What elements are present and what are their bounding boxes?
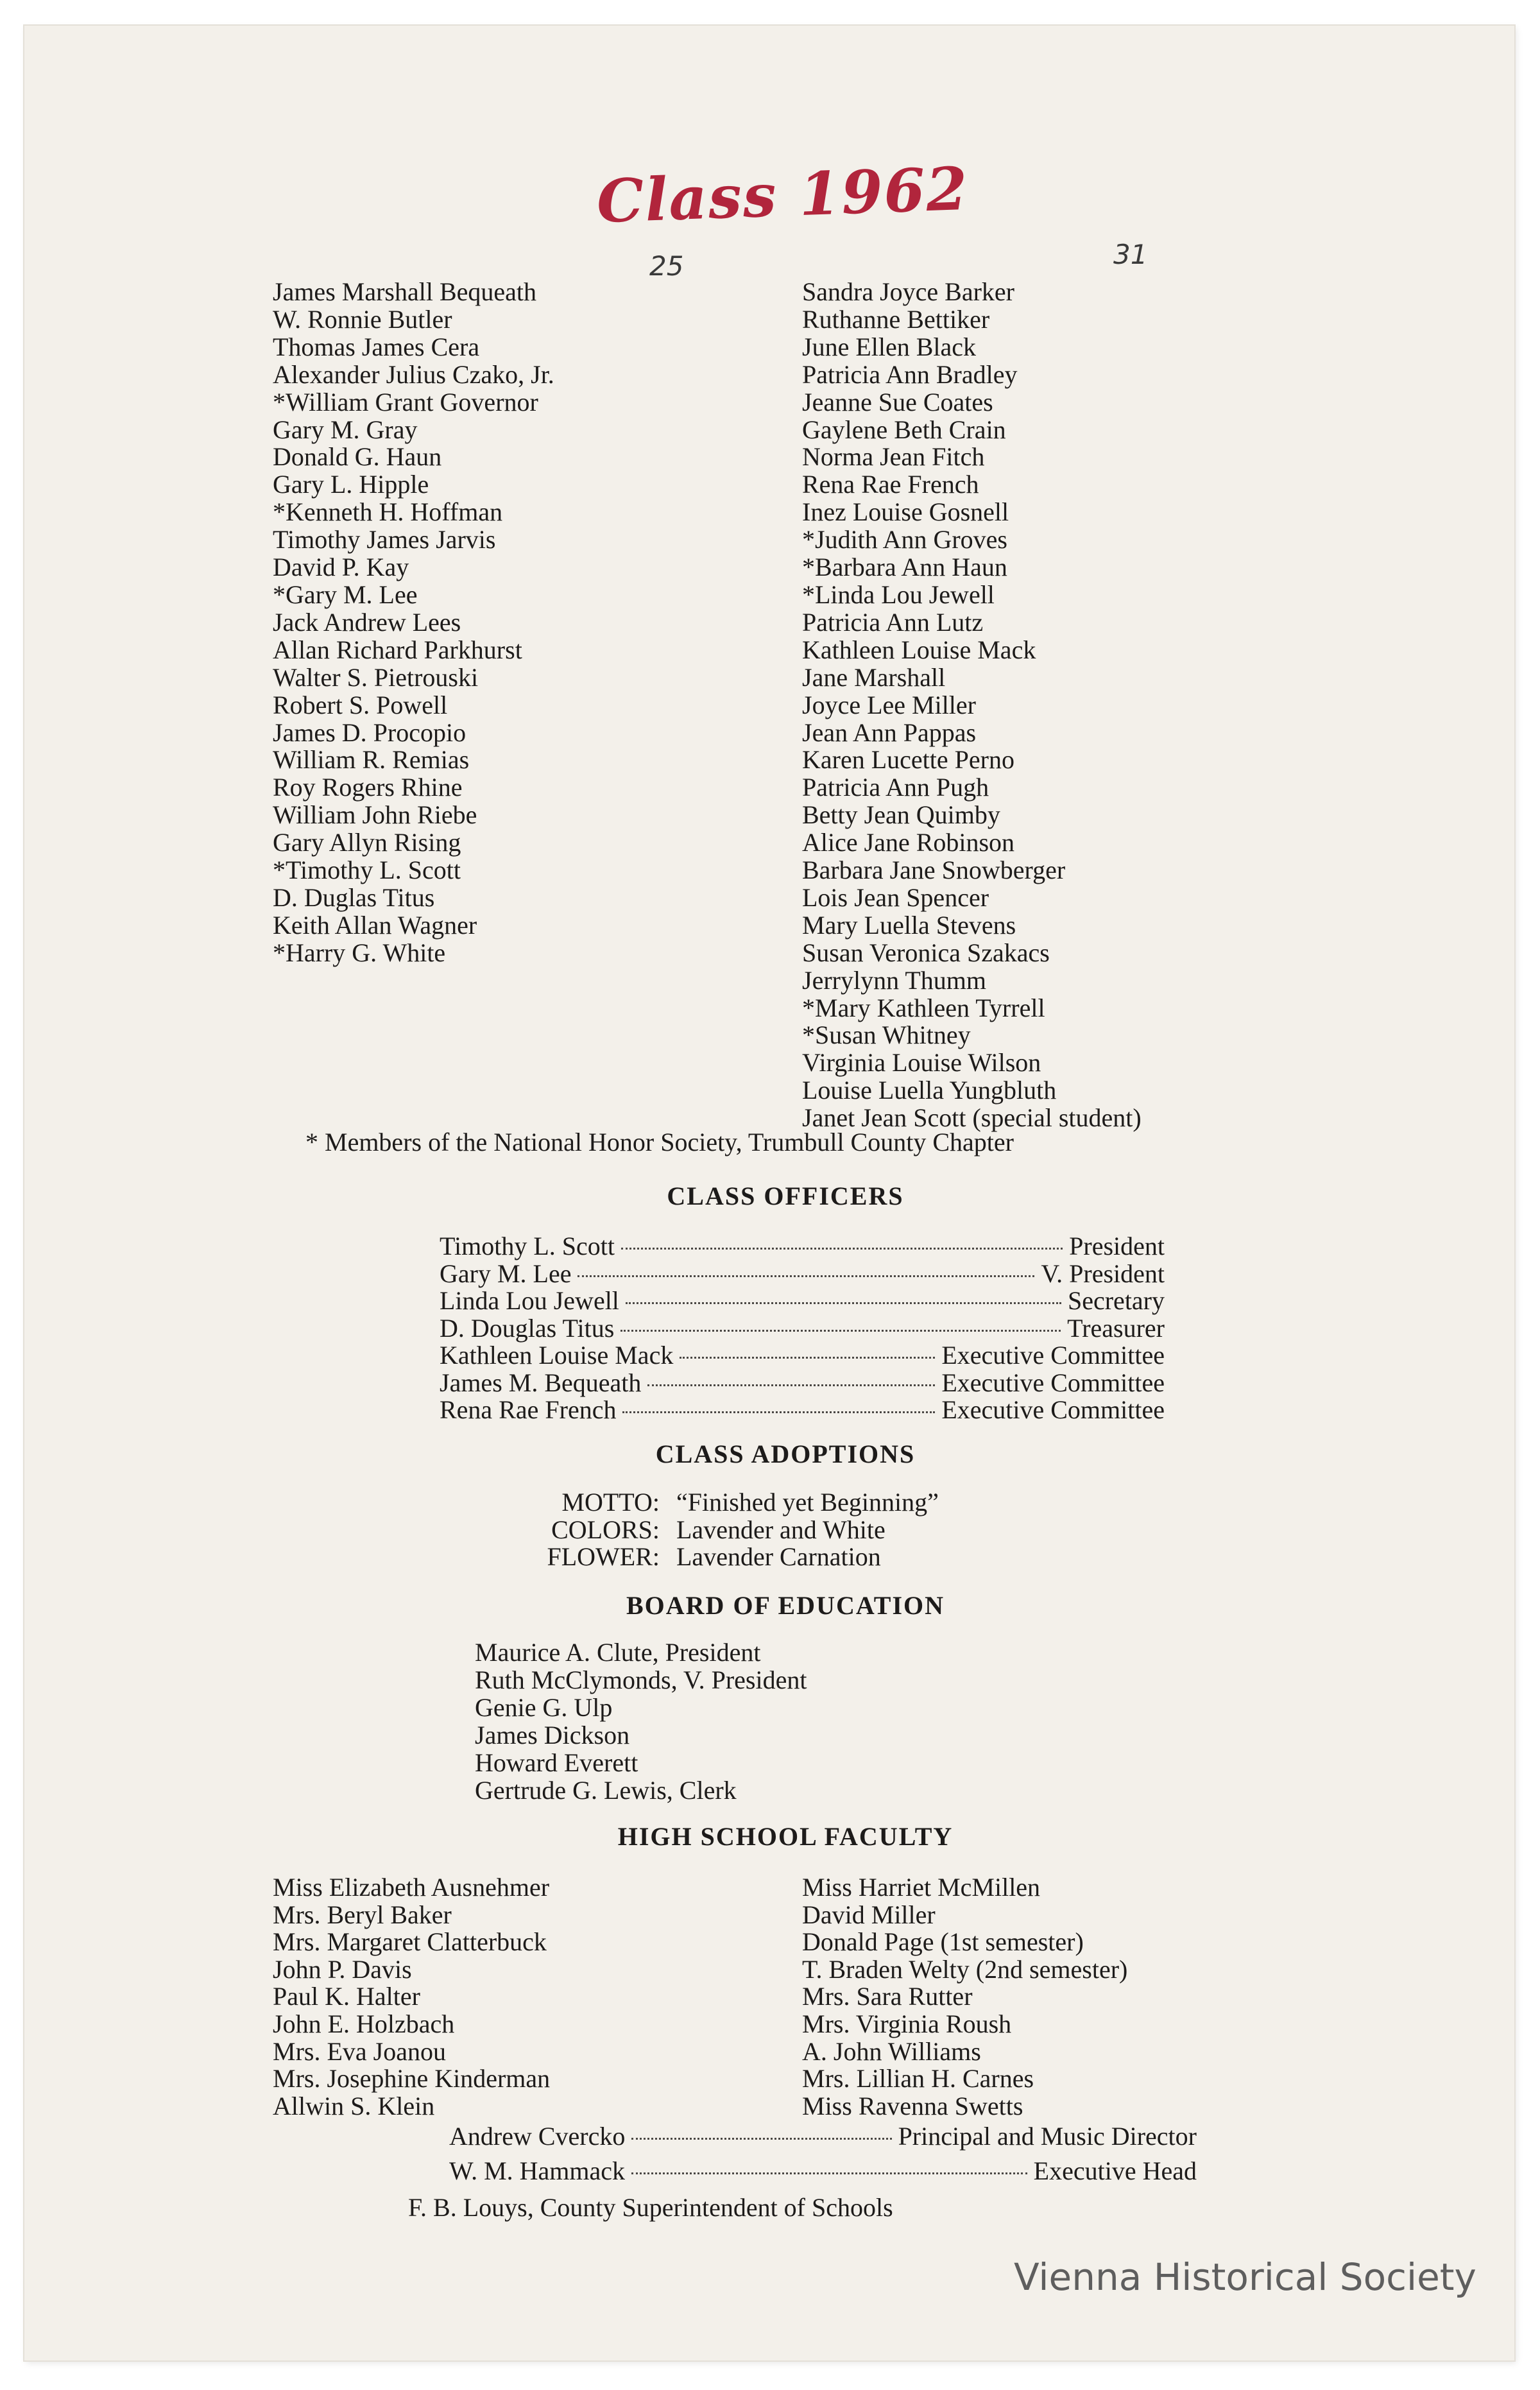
adoption-label: FLOWER: — [547, 1542, 660, 1571]
officer-row — [440, 1368, 1165, 1395]
adoption-value: “Finished yet Beginning” — [676, 1488, 939, 1517]
graduate-name: Jerrylynn Thumm — [802, 965, 987, 995]
faculty-heading: HIGH SCHOOL FACULTY — [617, 1822, 954, 1851]
faculty-member: John P. Davis — [273, 1954, 412, 1984]
role-title: Secretary — [1067, 1286, 1165, 1315]
person-name: Timothy L. Scott — [440, 1232, 615, 1260]
dot-leader — [626, 1302, 1061, 1304]
dot-leader — [680, 1357, 935, 1359]
adoption-value: Lavender Carnation — [676, 1542, 881, 1571]
graduate-name: Virginia Louise Wilson — [802, 1048, 1041, 1078]
graduate-name: Betty Jean Quimby — [802, 800, 1000, 830]
board-member: Genie G. Ulp — [475, 1693, 613, 1722]
faculty-member: A. John Williams — [802, 2036, 981, 2066]
adoption-label: MOTTO: — [561, 1488, 660, 1517]
role-title: V. President — [1041, 1259, 1165, 1288]
graduate-name: *Barbara Ann Haun — [802, 553, 1007, 582]
board-member: Howard Everett — [475, 1748, 638, 1777]
graduate-name: Patricia Ann Lutz — [802, 607, 984, 637]
graduate-name: Gary M. Gray — [273, 415, 418, 444]
person-name: Gary M. Lee — [440, 1259, 572, 1288]
handwritten-class-title: Class 1962 — [595, 153, 970, 237]
board-member: Gertrude G. Lewis, Clerk — [475, 1776, 737, 1805]
faculty-member: John E. Holzbach — [273, 2009, 455, 2038]
adoption-label: COLORS: — [551, 1515, 660, 1544]
graduate-name: Janet Jean Scott (special student) — [802, 1103, 1142, 1133]
faculty-member: Mrs. Beryl Baker — [273, 1900, 452, 1929]
officer-row — [440, 1259, 1165, 1286]
graduate-name: Joyce Lee Miller — [802, 690, 976, 719]
class-adoptions-heading: CLASS ADOPTIONS — [655, 1440, 916, 1468]
graduate-name: D. Duglas Titus — [273, 882, 435, 912]
adoption-row — [538, 1543, 939, 1571]
dot-leader — [647, 1384, 935, 1386]
class-officers-heading: CLASS OFFICERS — [667, 1182, 904, 1210]
graduate-name: Jeanne Sue Coates — [802, 387, 993, 417]
graduate-name: *Judith Ann Groves — [802, 525, 1007, 555]
dot-leader — [622, 1411, 935, 1413]
faculty-member: David Miller — [802, 1900, 936, 1929]
graduate-name: Inez Louise Gosnell — [802, 497, 1009, 527]
graduate-name: William John Riebe — [273, 800, 477, 830]
graduate-name: Thomas James Cera — [273, 332, 480, 361]
faculty-member: T. Braden Welty (2nd semester) — [802, 1954, 1128, 1984]
adoption-row — [538, 1489, 939, 1517]
class-adoptions-list — [538, 1489, 939, 1571]
faculty-member: Miss Ravenna Swetts — [802, 2091, 1023, 2120]
graduate-name: *Susan Whitney — [802, 1020, 971, 1050]
graduate-name: Karen Lucette Perno — [802, 745, 1014, 775]
graduate-name: Robert S. Powell — [273, 690, 448, 719]
graduate-name: Norma Jean Fitch — [802, 442, 985, 472]
graduate-name: *Kenneth H. Hoffman — [273, 497, 503, 527]
person-name: W. M. Hammack — [449, 2156, 626, 2185]
adoption-row — [538, 1517, 939, 1544]
faculty-member: Paul K. Halter — [273, 1982, 420, 2011]
graduates-right-column — [802, 279, 1142, 1132]
graduate-name: Roy Rogers Rhine — [273, 773, 463, 802]
person-name: Andrew Cvercko — [449, 2122, 626, 2151]
role-title: Executive Committee — [941, 1368, 1165, 1397]
graduate-name: Gaylene Beth Crain — [802, 415, 1006, 444]
watermark-text: Vienna Historical Society — [1014, 2255, 1476, 2299]
graduate-name: Timothy James Jarvis — [273, 525, 496, 555]
graduate-name: William R. Remias — [273, 745, 470, 775]
graduate-name: Jane Marshall — [802, 662, 946, 692]
graduate-name: Patricia Ann Pugh — [802, 773, 989, 802]
faculty-member: Mrs. Lillian H. Carnes — [802, 2064, 1034, 2093]
faculty-member: Mrs. Eva Joanou — [273, 2036, 446, 2066]
graduate-name: Donald G. Haun — [273, 442, 442, 472]
graduate-name: James D. Procopio — [273, 718, 466, 747]
graduate-name: Jean Ann Pappas — [802, 718, 977, 747]
handwritten-right-count: 31 — [1113, 239, 1148, 270]
officer-row — [440, 1313, 1165, 1341]
dot-leader — [631, 2172, 1027, 2174]
graduate-name: Keith Allan Wagner — [273, 910, 477, 940]
graduate-name: James Marshall Bequeath — [273, 277, 536, 306]
dot-leader — [578, 1275, 1034, 1277]
graduate-name: Barbara Jane Snowberger — [802, 855, 1066, 885]
graduate-name: June Ellen Black — [802, 332, 977, 361]
graduate-name: Kathleen Louise Mack — [802, 635, 1036, 664]
role-title: Treasurer — [1067, 1313, 1165, 1343]
graduate-name: Rena Rae French — [802, 470, 979, 499]
handwritten-left-count: 25 — [649, 250, 684, 282]
role-title: Executive Committee — [941, 1341, 1165, 1370]
graduate-name: Sandra Joyce Barker — [802, 277, 1014, 306]
graduate-name: *Gary M. Lee — [273, 580, 418, 609]
graduate-name: Mary Luella Stevens — [802, 910, 1016, 940]
person-name: Rena Rae French — [440, 1395, 617, 1424]
graduate-name: Lois Jean Spencer — [802, 882, 989, 912]
faculty-member: Mrs. Margaret Clatterbuck — [273, 1927, 547, 1957]
officer-row — [440, 1285, 1165, 1313]
board-members-list — [475, 1638, 807, 1804]
board-of-education-heading: BOARD OF EDUCATION — [626, 1591, 945, 1620]
honor-society-note: * Members of the National Honor Society, Trumbull County Chapter — [305, 1128, 1014, 1156]
graduate-name: Walter S. Pietrouski — [273, 662, 479, 692]
person-name: Kathleen Louise Mack — [440, 1341, 674, 1370]
graduate-name: Patricia Ann Bradley — [802, 359, 1018, 389]
administration-list — [449, 2121, 1197, 2190]
person-name: D. Douglas Titus — [440, 1313, 615, 1343]
board-member: Ruth McClymonds, V. President — [475, 1665, 807, 1694]
faculty-member: Allwin S. Klein — [273, 2091, 435, 2120]
officer-row — [440, 1231, 1165, 1259]
board-member: James Dickson — [475, 1721, 630, 1750]
administrator-row — [449, 2156, 1197, 2190]
board-member: Maurice A. Clute, President — [475, 1638, 761, 1667]
graduate-name: Louise Luella Yungbluth — [802, 1076, 1057, 1105]
graduate-name: *Linda Lou Jewell — [802, 580, 995, 609]
graduate-name: Alice Jane Robinson — [802, 828, 1015, 857]
county-superintendent: F. B. Louys, County Superintendent of Schools — [408, 2193, 893, 2222]
graduates-left-column — [273, 279, 554, 967]
role-title: President — [1069, 1232, 1165, 1260]
graduate-name: *William Grant Governor — [273, 387, 538, 417]
graduate-name: Ruthanne Bettiker — [802, 304, 990, 334]
administrator-row — [449, 2121, 1197, 2156]
role-title: Executive Head — [1033, 2156, 1197, 2185]
graduate-name: Alexander Julius Czako, Jr. — [273, 359, 554, 389]
graduate-name: Allan Richard Parkhurst — [273, 635, 522, 664]
faculty-left-column — [273, 1874, 550, 2120]
graduate-name: *Timothy L. Scott — [273, 855, 461, 885]
graduate-name: Gary Allyn Rising — [273, 828, 461, 857]
graduate-name: David P. Kay — [273, 553, 409, 582]
graduate-name: *Harry G. White — [273, 938, 446, 967]
faculty-member: Mrs. Josephine Kinderman — [273, 2064, 551, 2093]
faculty-member: Donald Page (1st semester) — [802, 1927, 1084, 1957]
adoption-value: Lavender and White — [676, 1515, 886, 1544]
officer-row — [440, 1395, 1165, 1422]
class-officers-list — [440, 1231, 1165, 1422]
graduate-name: Susan Veronica Szakacs — [802, 938, 1050, 967]
graduate-name: Gary L. Hipple — [273, 470, 429, 499]
role-title: Principal and Music Director — [898, 2122, 1197, 2151]
person-name: James M. Bequeath — [440, 1368, 642, 1397]
graduate-name: W. Ronnie Butler — [273, 304, 452, 334]
dot-leader — [620, 1330, 1061, 1332]
faculty-right-column — [802, 1874, 1127, 2120]
faculty-member: Miss Elizabeth Ausnehmer — [273, 1873, 550, 1902]
faculty-member: Mrs. Sara Rutter — [802, 1982, 973, 2011]
faculty-member: Miss Harriet McMillen — [802, 1873, 1041, 1902]
dot-leader — [621, 1248, 1063, 1250]
role-title: Executive Committee — [941, 1395, 1165, 1424]
faculty-member: Mrs. Virginia Roush — [802, 2009, 1012, 2038]
graduate-name: *Mary Kathleen Tyrrell — [802, 993, 1045, 1022]
graduate-name: Jack Andrew Lees — [273, 607, 461, 637]
officer-row — [440, 1340, 1165, 1368]
dot-leader — [631, 2138, 891, 2140]
person-name: Linda Lou Jewell — [440, 1286, 619, 1315]
